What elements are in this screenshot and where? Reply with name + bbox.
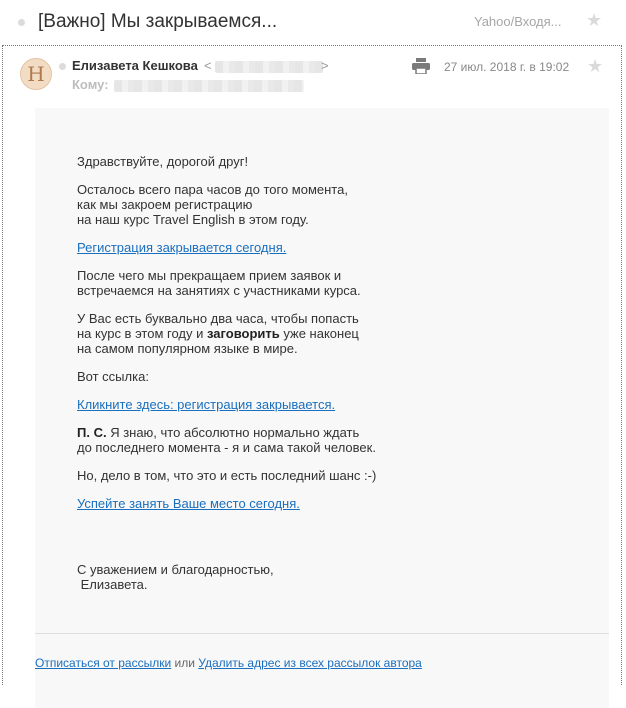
avatar-letter-icon xyxy=(21,59,51,89)
paragraph-2-line: встречаемся на занятиях с участниками курса. xyxy=(77,283,361,298)
folder-label[interactable]: Yahoo/Входя... xyxy=(474,14,562,29)
link-intro: Вот ссылка: xyxy=(77,369,149,384)
paragraph-1-line: на наш курс Travel English в этом году. xyxy=(77,212,309,227)
sender-email-open: < xyxy=(204,58,212,73)
email-body xyxy=(35,108,609,708)
sender-email-close: > xyxy=(321,58,329,73)
postscript-text: Я знаю, что абсолютно нормально ждать xyxy=(106,425,360,440)
to-label: Кому: xyxy=(72,77,109,92)
message-date: 27 июл. 2018 г. в 19:02 xyxy=(444,60,570,74)
paragraph-3 xyxy=(77,311,577,356)
signoff xyxy=(77,562,274,592)
email-subject: [Важно] Мы закрываемся... xyxy=(38,11,278,32)
paragraph-3-text: на курс в этом году и xyxy=(77,326,207,341)
sender-name[interactable]: Елизавета Кешкова xyxy=(72,58,198,73)
postscript-line xyxy=(77,425,577,440)
postscript-bold: П. С. xyxy=(77,425,107,440)
message-star-icon[interactable]: ★ xyxy=(587,56,604,76)
paragraph-3-line xyxy=(77,326,577,341)
paragraph-link-3 xyxy=(77,496,577,511)
paragraph-1 xyxy=(77,182,577,227)
sender-email-redacted xyxy=(215,61,323,73)
paragraph-link-2 xyxy=(77,397,577,412)
footer-or: или xyxy=(171,656,199,670)
greeting: Здравствуйте, дорогой друг! xyxy=(77,154,249,169)
sender-avatar[interactable] xyxy=(20,58,52,90)
footer-divider xyxy=(35,633,609,634)
signoff-line: С уважением и благодарностью, xyxy=(77,562,274,577)
subject-bar xyxy=(0,0,626,44)
unread-dot-icon[interactable] xyxy=(18,19,25,26)
paragraph-3-line: У Вас есть буквально два часа, чтобы попасть xyxy=(77,311,359,326)
paragraph-3-line: на самом популярном языке в мире. xyxy=(77,341,298,356)
postscript xyxy=(77,425,577,455)
paragraph-4: Но, дело в том, что это и есть последний шанс :-) xyxy=(77,468,377,483)
paragraph-2 xyxy=(77,268,577,298)
paragraph-1-line: Осталось всего пара часов до того момента, xyxy=(77,182,348,197)
remove-address-link[interactable]: Удалить адрес из всех рассылок автора xyxy=(198,656,422,670)
unsubscribe-link[interactable]: Отписаться от рассылки xyxy=(35,656,172,670)
printer-icon[interactable] xyxy=(412,58,430,79)
click-here-link[interactable]: Кликните здесь: регистрация закрывается. xyxy=(77,397,336,412)
email-footer xyxy=(35,656,422,670)
signoff-name: Елизавета. xyxy=(77,577,148,592)
postscript-line: до последнего момента - я и сама такой человек. xyxy=(77,440,376,455)
avatar-letter: H xyxy=(27,62,45,86)
paragraph-3-bold: заговорить xyxy=(206,326,280,341)
paragraph-link-1 xyxy=(77,240,577,255)
sender-status-dot-icon xyxy=(59,63,66,70)
email-body-content xyxy=(77,154,577,524)
registration-link[interactable]: Регистрация закрывается сегодня. xyxy=(77,240,287,255)
reserve-seat-link[interactable]: Успейте занять Ваше место сегодня. xyxy=(77,496,300,511)
recipient-redacted xyxy=(114,80,304,92)
message-frame xyxy=(2,45,622,685)
paragraph-3-text: уже наконец xyxy=(279,326,359,341)
paragraph-1-line: как мы закроем регистрацию xyxy=(77,197,253,212)
paragraph-2-line: После чего мы прекращаем прием заявок и xyxy=(77,268,342,283)
star-icon[interactable]: ★ xyxy=(586,10,603,30)
